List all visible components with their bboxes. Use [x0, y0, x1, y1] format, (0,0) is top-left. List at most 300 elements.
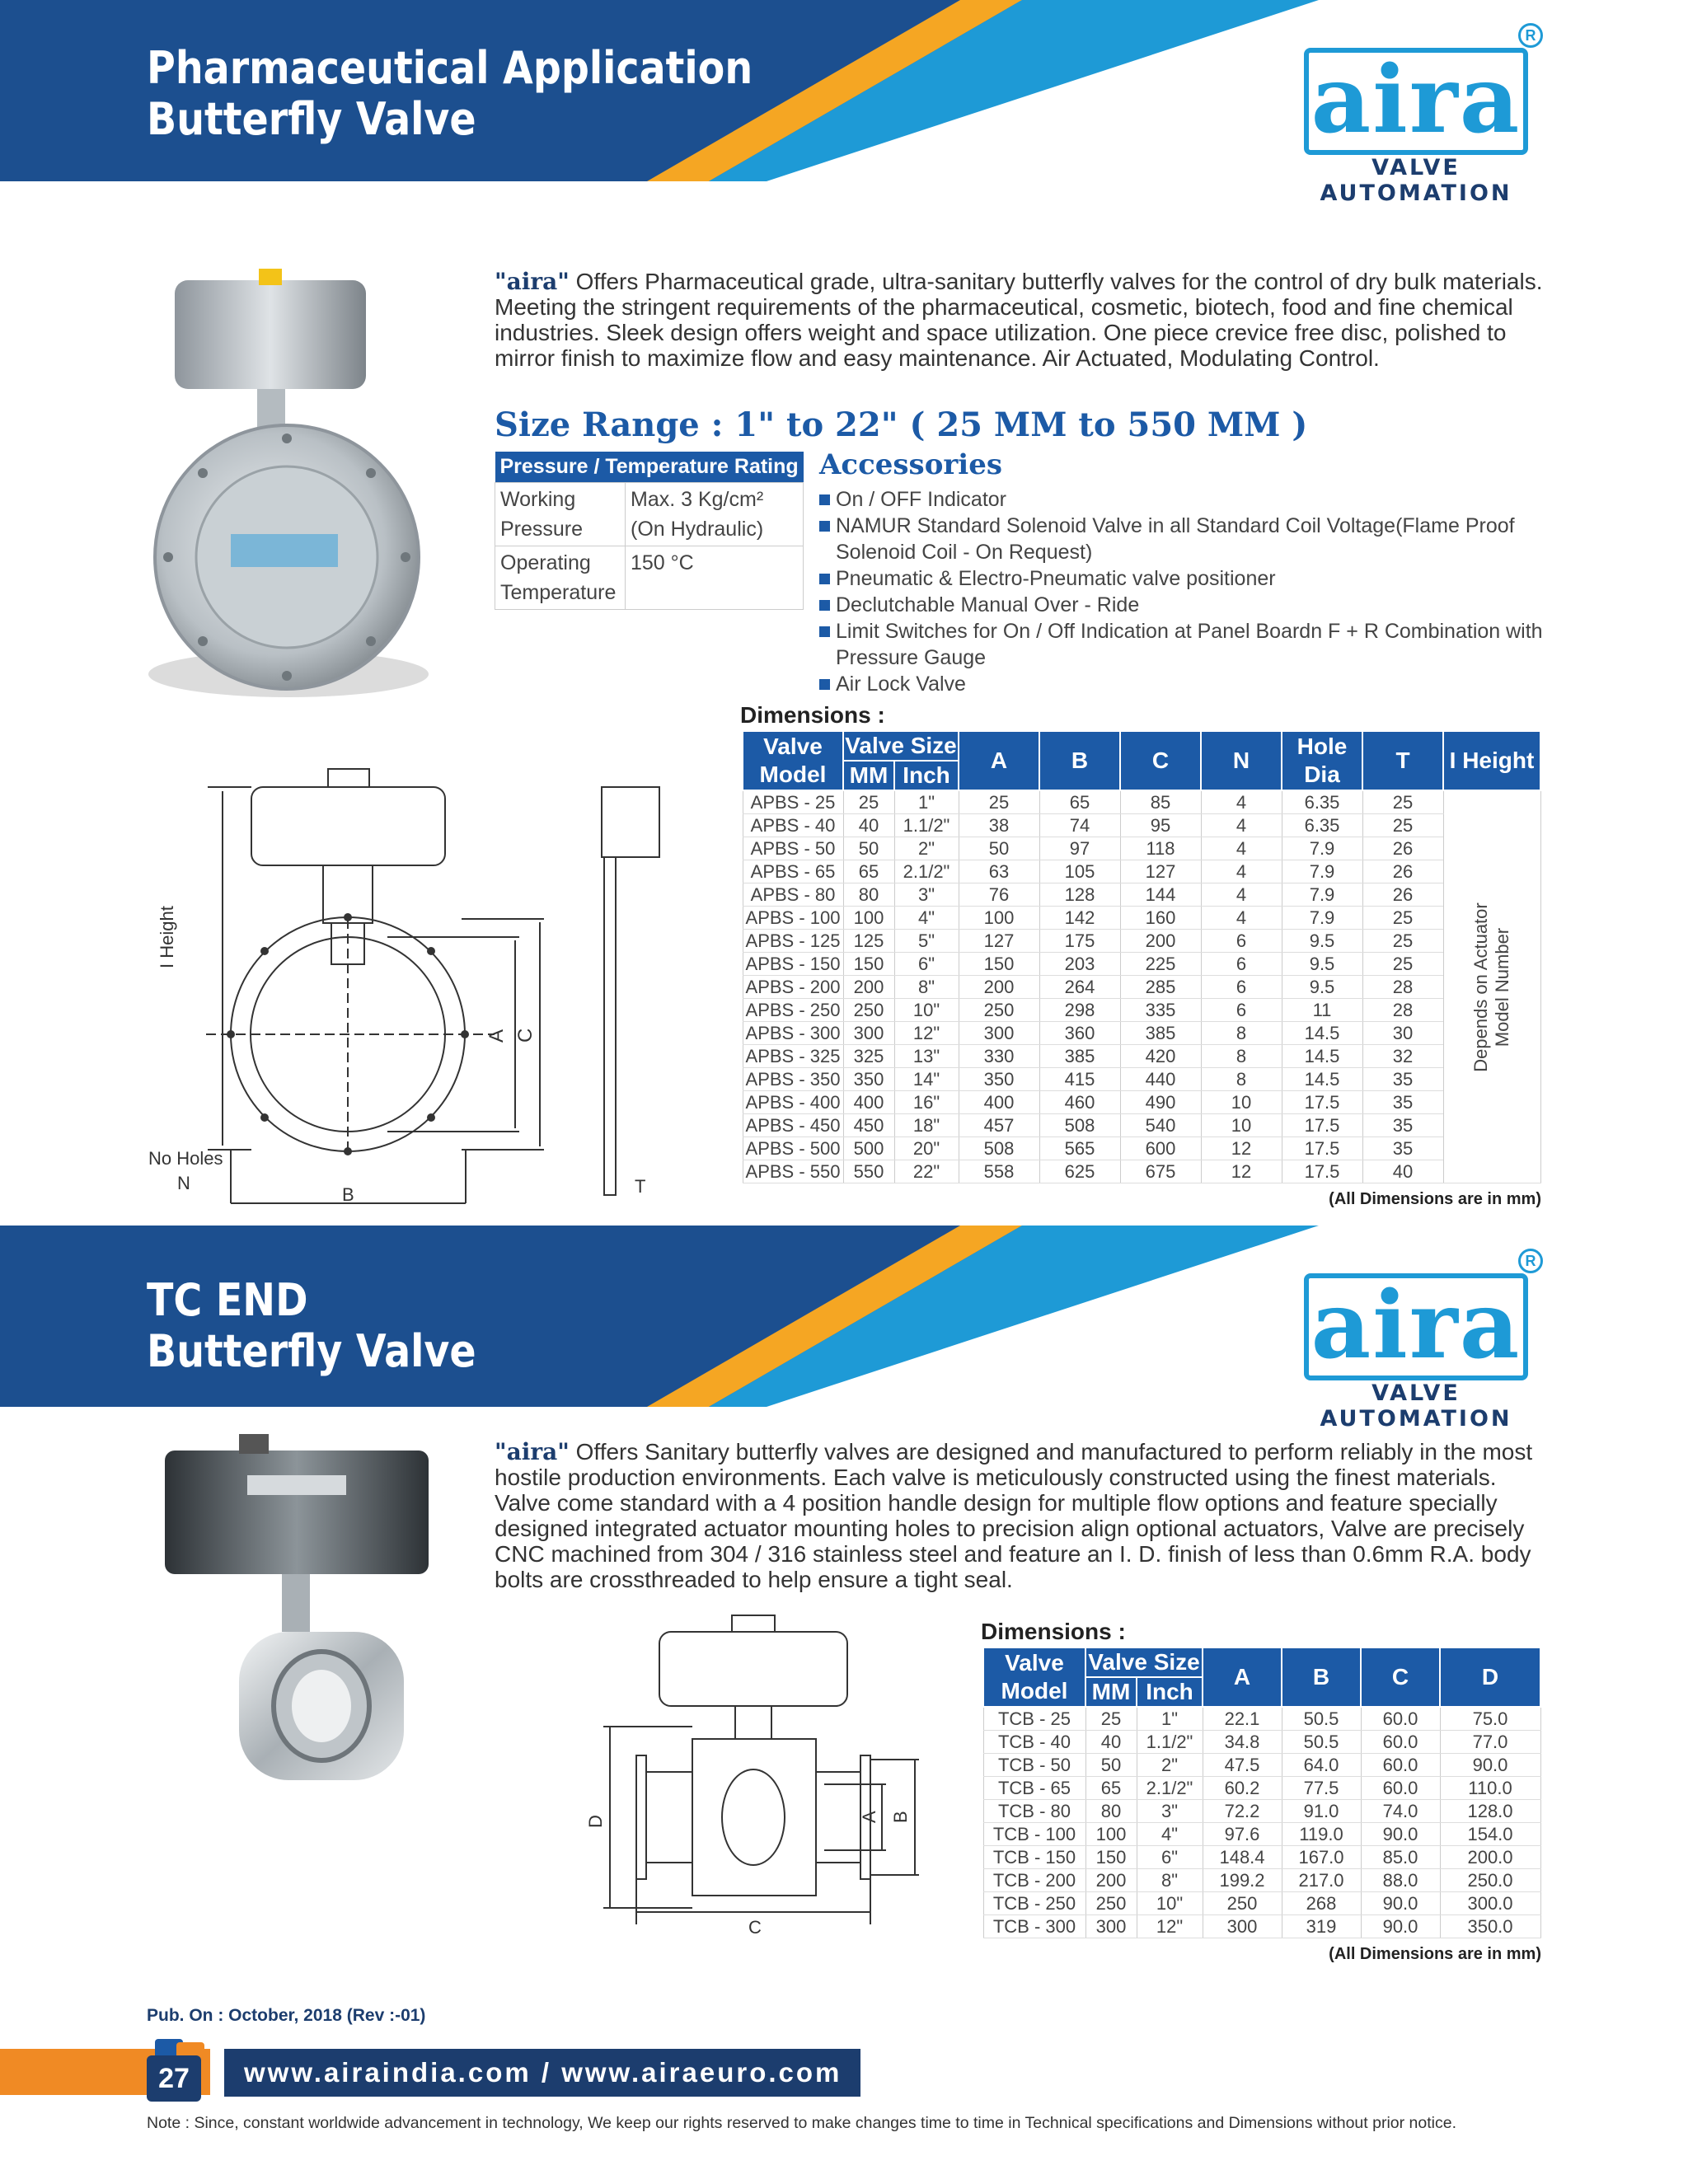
- table-cell: 400: [959, 1091, 1039, 1114]
- size-range: Size Range : 1" to 22" ( 25 MM to 550 MM ): [495, 405, 1308, 444]
- table-cell: TCB - 80: [983, 1800, 1085, 1823]
- table-cell: 4": [1137, 1823, 1203, 1846]
- table-cell: 160: [1120, 907, 1201, 930]
- table-cell: 150: [1085, 1846, 1137, 1869]
- pt-value-working-pressure: Max. 3 Kg/cm² (On Hydraulic): [626, 483, 804, 546]
- table-cell: 7.9: [1282, 860, 1362, 883]
- table-cell: 264: [1039, 976, 1120, 999]
- col-c: C: [1361, 1647, 1440, 1707]
- table-cell: 440: [1120, 1068, 1201, 1091]
- table-cell: 20": [894, 1137, 959, 1160]
- table-row: [743, 1114, 1540, 1137]
- table-cell: 550: [843, 1160, 894, 1183]
- table-cell: 40: [1362, 1160, 1443, 1183]
- table-row: [983, 1731, 1540, 1754]
- table-cell: TCB - 250: [983, 1892, 1085, 1915]
- table-cell: 40: [1085, 1731, 1137, 1754]
- section2-dimensions-label: Dimensions :: [981, 1619, 1126, 1644]
- table-cell: 77.0: [1440, 1731, 1540, 1754]
- table-cell: 17.5: [1282, 1091, 1362, 1114]
- table-cell: APBS - 550: [743, 1160, 843, 1183]
- table-row: [743, 1045, 1540, 1068]
- section2-title-line2: Butterfly Valve: [147, 1325, 476, 1377]
- drawing-label-c: C: [748, 1917, 762, 1938]
- table-row: [743, 1022, 1540, 1045]
- table-cell: 1.1/2": [1137, 1731, 1203, 1754]
- table-cell: 128: [1039, 883, 1120, 907]
- table-cell: 5": [894, 930, 959, 953]
- table-cell: 47.5: [1203, 1754, 1282, 1777]
- table-cell: 300: [843, 1022, 894, 1045]
- table-cell: 3": [1137, 1800, 1203, 1823]
- section1-dimensions-note: (All Dimensions are in mm): [1329, 1190, 1541, 1208]
- table-cell: APBS - 40: [743, 814, 843, 837]
- table-cell: 119.0: [1282, 1823, 1361, 1846]
- table-cell: 50: [959, 837, 1039, 860]
- table-cell: APBS - 150: [743, 953, 843, 976]
- table-cell: 50.5: [1282, 1731, 1361, 1754]
- table-cell: 14.5: [1282, 1045, 1362, 1068]
- table-cell: 25: [1362, 953, 1443, 976]
- table-cell: 508: [1039, 1114, 1120, 1137]
- table-cell: 105: [1039, 860, 1120, 883]
- table-cell: 35: [1362, 1091, 1443, 1114]
- accessory-item: NAMUR Standard Solenoid Valve in all Standard Coil Voltage(Flame Proof Solenoid Coil - On Request): [819, 513, 1545, 565]
- table-cell: 250: [1203, 1892, 1282, 1915]
- table-cell: TCB - 50: [983, 1754, 1085, 1777]
- table-cell: 4: [1201, 860, 1282, 883]
- col-valve-model: Valve Model: [743, 731, 843, 790]
- table-cell: 3": [894, 883, 959, 907]
- table-cell: 17.5: [1282, 1160, 1362, 1183]
- bullet-icon: [819, 521, 830, 532]
- table-cell: 142: [1039, 907, 1120, 930]
- table-cell: APBS - 125: [743, 930, 843, 953]
- table-cell: 88.0: [1361, 1869, 1440, 1892]
- table-cell: TCB - 65: [983, 1777, 1085, 1800]
- registered-icon: R: [1518, 1249, 1543, 1273]
- aira-logo: [1296, 1249, 1543, 1432]
- section2-technical-drawing: [577, 1607, 931, 1937]
- table-row: [983, 1777, 1540, 1800]
- pt-label-working-pressure: Working Pressure: [495, 483, 626, 546]
- table-cell: APBS - 450: [743, 1114, 843, 1137]
- logo-box: [1304, 48, 1528, 155]
- footer-note: Note : Since, constant worldwide advancement in technology, We keep our rights reserved to make changes time to time in Technical specifications and Dimensions without prior notice.: [147, 2114, 1456, 2132]
- table-row: [743, 860, 1540, 883]
- table-cell: 350.0: [1440, 1915, 1540, 1938]
- table-cell: 148.4: [1203, 1846, 1282, 1869]
- table-cell: 7.9: [1282, 907, 1362, 930]
- table-cell: 150: [959, 953, 1039, 976]
- table-cell: APBS - 65: [743, 860, 843, 883]
- table-cell: 127: [959, 930, 1039, 953]
- table-cell: 25: [1362, 814, 1443, 837]
- table-cell: 74: [1039, 814, 1120, 837]
- table-cell: 75.0: [1440, 1707, 1540, 1731]
- table-cell: 2.1/2": [894, 860, 959, 883]
- table-cell: 85: [1120, 790, 1201, 814]
- table-cell: 125: [843, 930, 894, 953]
- table-cell: 60.0: [1361, 1754, 1440, 1777]
- table-cell: 4: [1201, 837, 1282, 860]
- table-cell: 50: [1085, 1754, 1137, 1777]
- table-cell: 558: [959, 1160, 1039, 1183]
- logo-subtitle: VALVE AUTOMATION: [1320, 1380, 1512, 1432]
- table-cell: 26: [1362, 883, 1443, 907]
- section1-banner: [0, 0, 1688, 206]
- col-b: B: [1039, 731, 1120, 790]
- table-cell: 50.5: [1282, 1707, 1361, 1731]
- table-cell: 65: [1039, 790, 1120, 814]
- table-cell: 2": [1137, 1754, 1203, 1777]
- pressure-temperature-table: [495, 452, 804, 610]
- table-row: [743, 1137, 1540, 1160]
- table-cell: 200: [843, 976, 894, 999]
- table-cell: 6: [1201, 999, 1282, 1022]
- section1-intro: [495, 269, 1548, 371]
- table-cell: 675: [1120, 1160, 1201, 1183]
- table-cell: 60.2: [1203, 1777, 1282, 1800]
- table-cell: 6: [1201, 953, 1282, 976]
- publication-date: Pub. On : October, 2018 (Rev :-01): [147, 2006, 426, 2025]
- table-row: [743, 930, 1540, 953]
- section2-dimensions-table: [982, 1647, 1541, 1938]
- section2-intro-text: Offers Sanitary butterfly valves are designed and manufactured to perform reliably in the most hostile production environments. Each valve is meticulously constructed using the finest materials. Valve come standard with a 4 position handle design for multiple flow options and feature specially designed integrated actuator mounting holes to precision align optional actuators, Valve are precisely CNC machined from 304 / 316 stainless steel and feature an I. D. finish of less than 0.6mm R.A. body bolts are crossthreaded to help ensure a tight seal.: [495, 1439, 1533, 1592]
- section2-dimensions-note: (All Dimensions are in mm): [1329, 1945, 1541, 1963]
- table-cell: 250.0: [1440, 1869, 1540, 1892]
- table-cell: 400: [843, 1091, 894, 1114]
- drawing-label-n: N: [177, 1173, 190, 1193]
- table-cell: 360: [1039, 1022, 1120, 1045]
- col-b: B: [1282, 1647, 1361, 1707]
- table-cell: 35: [1362, 1068, 1443, 1091]
- table-cell: 85.0: [1361, 1846, 1440, 1869]
- table-cell: 300.0: [1440, 1892, 1540, 1915]
- section1-title: [147, 43, 753, 145]
- table-row: [743, 790, 1540, 814]
- table-cell: 38: [959, 814, 1039, 837]
- accessories-list: [819, 486, 1545, 697]
- col-c: C: [1120, 731, 1201, 790]
- col-mm: MM: [843, 761, 894, 790]
- table-cell: 8: [1201, 1045, 1282, 1068]
- table-cell: 330: [959, 1045, 1039, 1068]
- table-cell: APBS - 300: [743, 1022, 843, 1045]
- table-cell: 10: [1201, 1091, 1282, 1114]
- accessories-title: Accessories: [819, 448, 1002, 481]
- section2-title-line1: TC END: [147, 1274, 308, 1326]
- accessory-item: Declutchable Manual Over - Ride: [819, 592, 1545, 618]
- table-cell: 6": [1137, 1846, 1203, 1869]
- table-cell: 300: [1203, 1915, 1282, 1938]
- table-cell: 10: [1201, 1114, 1282, 1137]
- table-cell: 4: [1201, 814, 1282, 837]
- table-cell: 4: [1201, 883, 1282, 907]
- table-cell: 12: [1201, 1160, 1282, 1183]
- table-cell: 22": [894, 1160, 959, 1183]
- table-cell: 9.5: [1282, 930, 1362, 953]
- table-cell: 225: [1120, 953, 1201, 976]
- logo-word: aira: [1311, 46, 1522, 154]
- table-cell: 40: [843, 814, 894, 837]
- bullet-icon: [819, 600, 830, 611]
- section2-table-body: [983, 1707, 1540, 1938]
- table-cell: 300: [959, 1022, 1039, 1045]
- table-cell: 203: [1039, 953, 1120, 976]
- col-valve-model: Valve Model: [983, 1647, 1085, 1707]
- table-cell: 65: [843, 860, 894, 883]
- table-cell: 500: [843, 1137, 894, 1160]
- page-number: 27: [147, 2055, 201, 2102]
- table-cell: 4: [1201, 907, 1282, 930]
- table-row: [743, 1091, 1540, 1114]
- col-t: T: [1362, 731, 1443, 790]
- table-cell: 128.0: [1440, 1800, 1540, 1823]
- table-cell: 16": [894, 1091, 959, 1114]
- bullet-icon: [819, 679, 830, 690]
- accessory-item: Pneumatic & Electro-Pneumatic valve positioner: [819, 565, 1545, 592]
- table-cell: 97: [1039, 837, 1120, 860]
- table-cell: 335: [1120, 999, 1201, 1022]
- table-cell: 30: [1362, 1022, 1443, 1045]
- drawing-label-t: T: [635, 1176, 646, 1197]
- table-cell: 508: [959, 1137, 1039, 1160]
- table-cell: 12": [1137, 1915, 1203, 1938]
- table-cell: 415: [1039, 1068, 1120, 1091]
- col-mm: MM: [1085, 1677, 1137, 1707]
- table-cell: 90.0: [1361, 1892, 1440, 1915]
- table-cell: 35: [1362, 1114, 1443, 1137]
- table-cell: 32: [1362, 1045, 1443, 1068]
- table-cell: 200.0: [1440, 1846, 1540, 1869]
- table-cell: 6.35: [1282, 814, 1362, 837]
- table-cell: 250: [843, 999, 894, 1022]
- drawing-label-holes: No Holes: [148, 1148, 223, 1169]
- table-cell: 625: [1039, 1160, 1120, 1183]
- pt-value-operating-temperature: 150 °C: [626, 546, 804, 610]
- table-cell: 4": [894, 907, 959, 930]
- table-cell: 10": [894, 999, 959, 1022]
- table-cell: 298: [1039, 999, 1120, 1022]
- col-inch: Inch: [894, 761, 959, 790]
- table-cell: 35: [1362, 1137, 1443, 1160]
- table-cell: 144: [1120, 883, 1201, 907]
- table-cell: TCB - 150: [983, 1846, 1085, 1869]
- table-cell: 300: [1085, 1915, 1137, 1938]
- section2-intro: [495, 1439, 1548, 1592]
- table-cell: 110.0: [1440, 1777, 1540, 1800]
- drawing-label-height: I Height: [157, 906, 177, 968]
- table-cell: APBS - 80: [743, 883, 843, 907]
- table-cell: 26: [1362, 837, 1443, 860]
- i-height-note-cell: [1443, 790, 1540, 1183]
- logo-box: [1304, 1273, 1528, 1380]
- pt-label-operating-temperature: Operating Temperature: [495, 546, 626, 610]
- table-cell: APBS - 50: [743, 837, 843, 860]
- page-number-badge: [147, 2039, 213, 2102]
- table-row: [743, 1160, 1540, 1183]
- table-cell: 7.9: [1282, 837, 1362, 860]
- table-cell: 28: [1362, 999, 1443, 1022]
- table-cell: 6": [894, 953, 959, 976]
- table-cell: 154.0: [1440, 1823, 1540, 1846]
- website-link[interactable]: www.airaindia.com / www.airaeuro.com: [224, 2049, 860, 2097]
- table-cell: 14.5: [1282, 1068, 1362, 1091]
- table-cell: 90.0: [1361, 1915, 1440, 1938]
- table-cell: 50: [843, 837, 894, 860]
- table-cell: 200: [1085, 1869, 1137, 1892]
- table-cell: 60.0: [1361, 1707, 1440, 1731]
- table-cell: 150: [843, 953, 894, 976]
- table-cell: 90.0: [1361, 1823, 1440, 1846]
- accessory-item: On / OFF Indicator: [819, 486, 1545, 513]
- table-cell: 319: [1282, 1915, 1361, 1938]
- butterfly-valve-photo: [140, 262, 437, 724]
- table-row: [743, 1068, 1540, 1091]
- table-cell: APBS - 250: [743, 999, 843, 1022]
- table-cell: 17.5: [1282, 1137, 1362, 1160]
- table-cell: 460: [1039, 1091, 1120, 1114]
- table-row: [983, 1846, 1540, 1869]
- col-n: N: [1201, 731, 1282, 790]
- table-cell: 25: [1085, 1707, 1137, 1731]
- bullet-icon: [819, 494, 830, 505]
- table-cell: 77.5: [1282, 1777, 1361, 1800]
- drawing-label-d: D: [585, 1815, 606, 1828]
- table-cell: 10": [1137, 1892, 1203, 1915]
- bullet-icon: [819, 626, 830, 637]
- table-cell: 100: [843, 907, 894, 930]
- table-cell: 6: [1201, 976, 1282, 999]
- table-row: [743, 907, 1540, 930]
- table-row: [983, 1823, 1540, 1846]
- table-cell: 2": [894, 837, 959, 860]
- table-row: [983, 1892, 1540, 1915]
- table-row: [743, 999, 1540, 1022]
- table-cell: 14.5: [1282, 1022, 1362, 1045]
- table-cell: 200: [1120, 930, 1201, 953]
- table-cell: 9.5: [1282, 953, 1362, 976]
- table-cell: 600: [1120, 1137, 1201, 1160]
- table-cell: 12": [894, 1022, 959, 1045]
- table-cell: TCB - 25: [983, 1707, 1085, 1731]
- section2-title: [147, 1275, 476, 1377]
- section1-technical-drawing: [140, 754, 668, 1216]
- logo-subtitle: VALVE AUTOMATION: [1320, 155, 1512, 206]
- table-cell: 250: [1085, 1892, 1137, 1915]
- table-cell: APBS - 400: [743, 1091, 843, 1114]
- table-cell: 60.0: [1361, 1731, 1440, 1754]
- table-row: [983, 1754, 1540, 1777]
- col-inch: Inch: [1137, 1677, 1203, 1707]
- table-cell: 199.2: [1203, 1869, 1282, 1892]
- table-cell: TCB - 40: [983, 1731, 1085, 1754]
- table-cell: 8": [1137, 1869, 1203, 1892]
- table-cell: 8": [894, 976, 959, 999]
- drawing-label-c: C: [514, 1028, 537, 1043]
- table-cell: 91.0: [1282, 1800, 1361, 1823]
- accessory-item: Limit Switches for On / Off Indication at Panel Boardn F + R Combination with Pressure Gauge: [819, 618, 1545, 671]
- table-cell: 490: [1120, 1091, 1201, 1114]
- i-height-note: Depends on Actuator Model Number: [1470, 902, 1512, 1072]
- table-cell: 100: [1085, 1823, 1137, 1846]
- table-row: [983, 1915, 1540, 1938]
- table-cell: 63: [959, 860, 1039, 883]
- table-cell: APBS - 325: [743, 1045, 843, 1068]
- table-cell: TCB - 200: [983, 1869, 1085, 1892]
- table-cell: 60.0: [1361, 1777, 1440, 1800]
- table-cell: 14": [894, 1068, 959, 1091]
- logo-word: aira: [1311, 1272, 1522, 1380]
- table-cell: 11: [1282, 999, 1362, 1022]
- table-row: [983, 1869, 1540, 1892]
- tc-end-valve-photo: [140, 1434, 453, 1830]
- table-cell: APBS - 100: [743, 907, 843, 930]
- accessory-item: Air Lock Valve: [819, 671, 1545, 697]
- col-valve-size: Valve Size: [1085, 1647, 1203, 1677]
- table-cell: 1.1/2": [894, 814, 959, 837]
- table-cell: 325: [843, 1045, 894, 1068]
- table-cell: 100: [959, 907, 1039, 930]
- table-cell: 540: [1120, 1114, 1201, 1137]
- table-cell: 1": [894, 790, 959, 814]
- table-cell: 420: [1120, 1045, 1201, 1068]
- table-row: [743, 814, 1540, 837]
- table-cell: 25: [1362, 790, 1443, 814]
- table-cell: 450: [843, 1114, 894, 1137]
- col-a: A: [959, 731, 1039, 790]
- drawing-label-b: B: [342, 1184, 354, 1205]
- drawing-label-a: A: [485, 1029, 508, 1043]
- table-cell: 26: [1362, 860, 1443, 883]
- table-cell: 72.2: [1203, 1800, 1282, 1823]
- table-cell: 80: [1085, 1800, 1137, 1823]
- table-cell: APBS - 500: [743, 1137, 843, 1160]
- table-cell: 25: [843, 790, 894, 814]
- table-cell: 2.1/2": [1137, 1777, 1203, 1800]
- table-cell: 97.6: [1203, 1823, 1282, 1846]
- table-cell: 65: [1085, 1777, 1137, 1800]
- table-row: [743, 837, 1540, 860]
- section1-intro-text: Offers Pharmaceutical grade, ultra-sanitary butterfly valves for the control of dry bulk materials. Meeting the stringent requirements of the pharmaceutical, cosmetic, biotech, food and fine chemical industries. Sleek design offers weight and space utilization. One piece crevice free disc, polished to mirror finish to maximize flow and easy maintenance. Air Actuated, Modulating Control.: [495, 269, 1543, 371]
- col-valve-size: Valve Size: [843, 731, 959, 761]
- table-cell: 25: [1362, 930, 1443, 953]
- table-cell: 268: [1282, 1892, 1361, 1915]
- table-cell: 8: [1201, 1068, 1282, 1091]
- table-row: [743, 883, 1540, 907]
- brand-name: "aira": [495, 268, 570, 295]
- col-i-height: I Height: [1443, 731, 1540, 790]
- table-cell: 25: [1362, 907, 1443, 930]
- table-cell: 118: [1120, 837, 1201, 860]
- registered-icon: R: [1518, 23, 1543, 48]
- table-cell: 385: [1120, 1022, 1201, 1045]
- table-cell: 12: [1201, 1137, 1282, 1160]
- section1-table-body: [743, 790, 1540, 1183]
- table-cell: TCB - 300: [983, 1915, 1085, 1938]
- section1-dimensions-table: [742, 730, 1541, 1183]
- table-cell: 4: [1201, 790, 1282, 814]
- col-hole-dia: Hole Dia: [1282, 731, 1362, 790]
- table-cell: 9.5: [1282, 976, 1362, 999]
- col-a: A: [1203, 1647, 1282, 1707]
- table-cell: 7.9: [1282, 883, 1362, 907]
- drawing-label-a: A: [859, 1811, 879, 1823]
- table-cell: 64.0: [1282, 1754, 1361, 1777]
- table-row: [983, 1707, 1540, 1731]
- table-cell: 350: [843, 1068, 894, 1091]
